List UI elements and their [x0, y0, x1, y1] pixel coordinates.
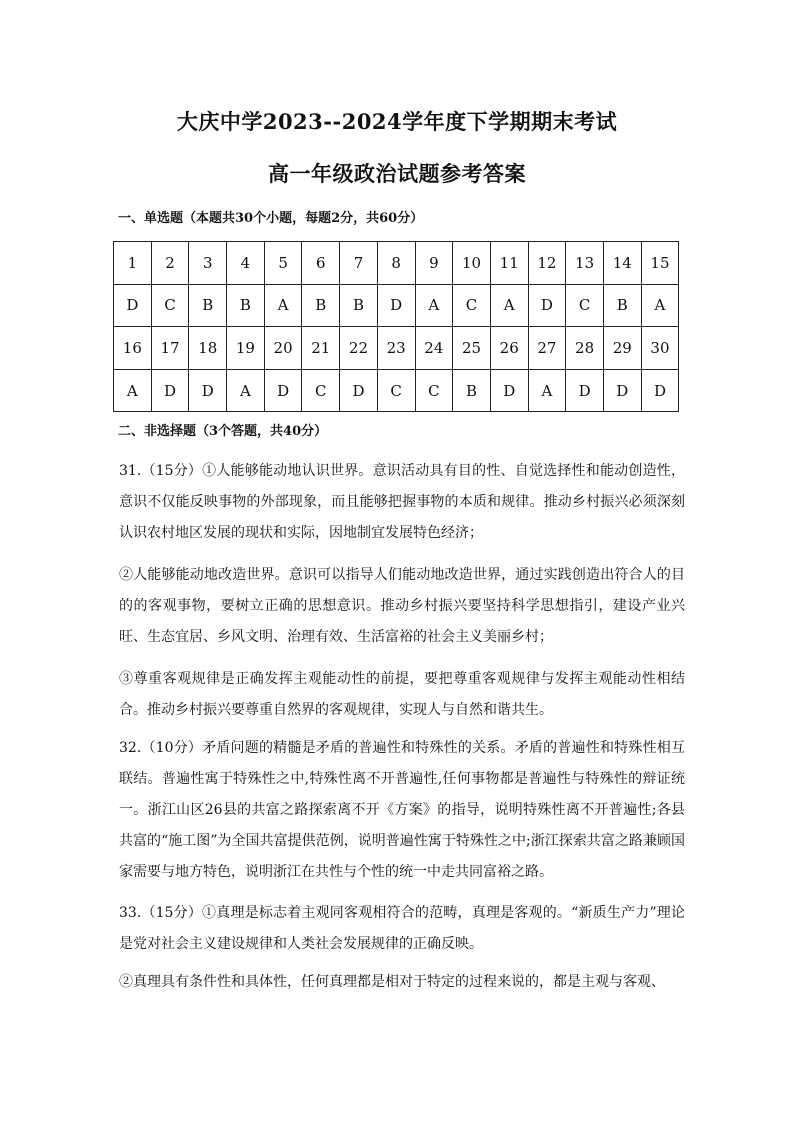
table-cell: A	[227, 369, 265, 412]
table-cell: C	[415, 369, 453, 412]
table-cell: 29	[603, 327, 641, 370]
table-cell: A	[415, 284, 453, 327]
table-cell: C	[151, 284, 189, 327]
table-cell: 18	[189, 327, 227, 370]
page-title: 大庆中学2023--2024学年度下学期期末考试	[176, 109, 618, 134]
section-heading-single-choice: 一、单选题（本题共30个小题，每题2分，共60分）	[118, 211, 424, 226]
table-cell: 12	[528, 242, 566, 285]
table-cell: A	[264, 284, 302, 327]
table-row	[114, 284, 679, 327]
table-row	[114, 242, 679, 285]
answer-31-point-3: ③尊重客观规律是正确发挥主观能动性的前提，要把尊重客观规律与发挥主观能动性相结合。推动乡村振兴要尊重自然界的客观规律，实现人与自然和谐共生。	[119, 671, 685, 718]
table-cell: 21	[302, 327, 340, 370]
answer-table	[113, 241, 679, 412]
table-cell: D	[566, 369, 604, 412]
table-cell: D	[603, 369, 641, 412]
table-cell: D	[151, 369, 189, 412]
table-cell: D	[641, 369, 679, 412]
table-cell: 10	[453, 242, 491, 285]
table-cell: B	[227, 284, 265, 327]
section-heading-non-choice: 二、非选择题（3个答题，共40分）	[118, 424, 328, 439]
table-cell: 15	[641, 242, 679, 285]
table-cell: D	[189, 369, 227, 412]
table-cell: 30	[641, 327, 679, 370]
table-row	[114, 369, 679, 412]
answer-33-point-2: ②真理具有条件性和具体性，任何真理都是相对于特定的过程来说的，都是主观与客观、	[119, 974, 665, 990]
table-cell: 14	[603, 242, 641, 285]
table-cell: 9	[415, 242, 453, 285]
table-cell: 25	[453, 327, 491, 370]
table-cell: 3	[189, 242, 227, 285]
table-cell: 8	[377, 242, 415, 285]
table-cell: 26	[490, 327, 528, 370]
table-cell: B	[302, 284, 340, 327]
table-cell: 27	[528, 327, 566, 370]
table-cell: 5	[264, 242, 302, 285]
table-cell: C	[453, 284, 491, 327]
answer-32: 32.（10分）矛盾问题的精髓是矛盾的普遍性和特殊性的关系。矛盾的普遍性和特殊性相互联结。普遍性寓于特殊性之中,特殊性离不开普遍性,任何事物都是普遍性与特殊性的辩证统一。浙江山区26县的共富之路探索离不开《方案》的指导，说明特殊性离不开普遍性;各县共富的“施工图”为全国共富提供范例，说明普遍性寓于特殊性之中;浙江探索共富之路兼顾国家需要与地方特色，说明浙江在共性与个性的统一中走共同富裕之路。	[119, 740, 685, 880]
table-cell: 24	[415, 327, 453, 370]
table-cell: D	[264, 369, 302, 412]
table-cell: 19	[227, 327, 265, 370]
answer-31-point-2: ②人能够能动地改造世界。意识可以指导人们能动地改造世界，通过实践创造出符合人的目的的客观事物，要树立正确的思想意识。推动乡村振兴要坚持科学思想指引，建设产业兴旺、生态宜居、乡风文明、治理有效、生活富裕的社会主义美丽乡村；	[119, 567, 685, 645]
table-cell: 16	[114, 327, 152, 370]
table-cell: 4	[227, 242, 265, 285]
table-cell: D	[377, 284, 415, 327]
table-cell: 22	[340, 327, 378, 370]
table-cell: A	[528, 369, 566, 412]
table-cell: 13	[566, 242, 604, 285]
table-cell: B	[603, 284, 641, 327]
table-cell: D	[490, 369, 528, 412]
answer-31-point-1: 31.（15分）①人能够能动地认识世界。意识活动具有目的性、自觉选择性和能动创造性，意识不仅能反映事物的外部现象，而且能够把握事物的本质和规律。推动乡村振兴必须深刻认识农村地区发展的现状和实际，因地制宜发展特色经济；	[119, 463, 685, 541]
table-cell: 17	[151, 327, 189, 370]
table-cell: 28	[566, 327, 604, 370]
table-cell: D	[528, 284, 566, 327]
table-cell: 23	[377, 327, 415, 370]
table-cell: 11	[490, 242, 528, 285]
table-cell: 7	[340, 242, 378, 285]
table-cell: C	[377, 369, 415, 412]
table-cell: 2	[151, 242, 189, 285]
table-cell: A	[641, 284, 679, 327]
answer-33-point-1: 33.（15分）①真理是标志着主观同客观相符合的范畴，真理是客观的。“新质生产力”理论是党对社会主义建设规律和人类社会发展规律的正确反映。	[119, 905, 685, 952]
table-cell: 6	[302, 242, 340, 285]
table-cell: B	[340, 284, 378, 327]
page-subtitle: 高一年级政治试题参考答案	[268, 161, 526, 186]
table-cell: A	[490, 284, 528, 327]
table-cell: D	[340, 369, 378, 412]
table-cell: B	[189, 284, 227, 327]
table-cell: 1	[114, 242, 152, 285]
table-cell: C	[302, 369, 340, 412]
table-cell: 20	[264, 327, 302, 370]
table-row	[114, 327, 679, 370]
table-cell: D	[114, 284, 152, 327]
table-cell: C	[566, 284, 604, 327]
table-cell: A	[114, 369, 152, 412]
table-cell: B	[453, 369, 491, 412]
